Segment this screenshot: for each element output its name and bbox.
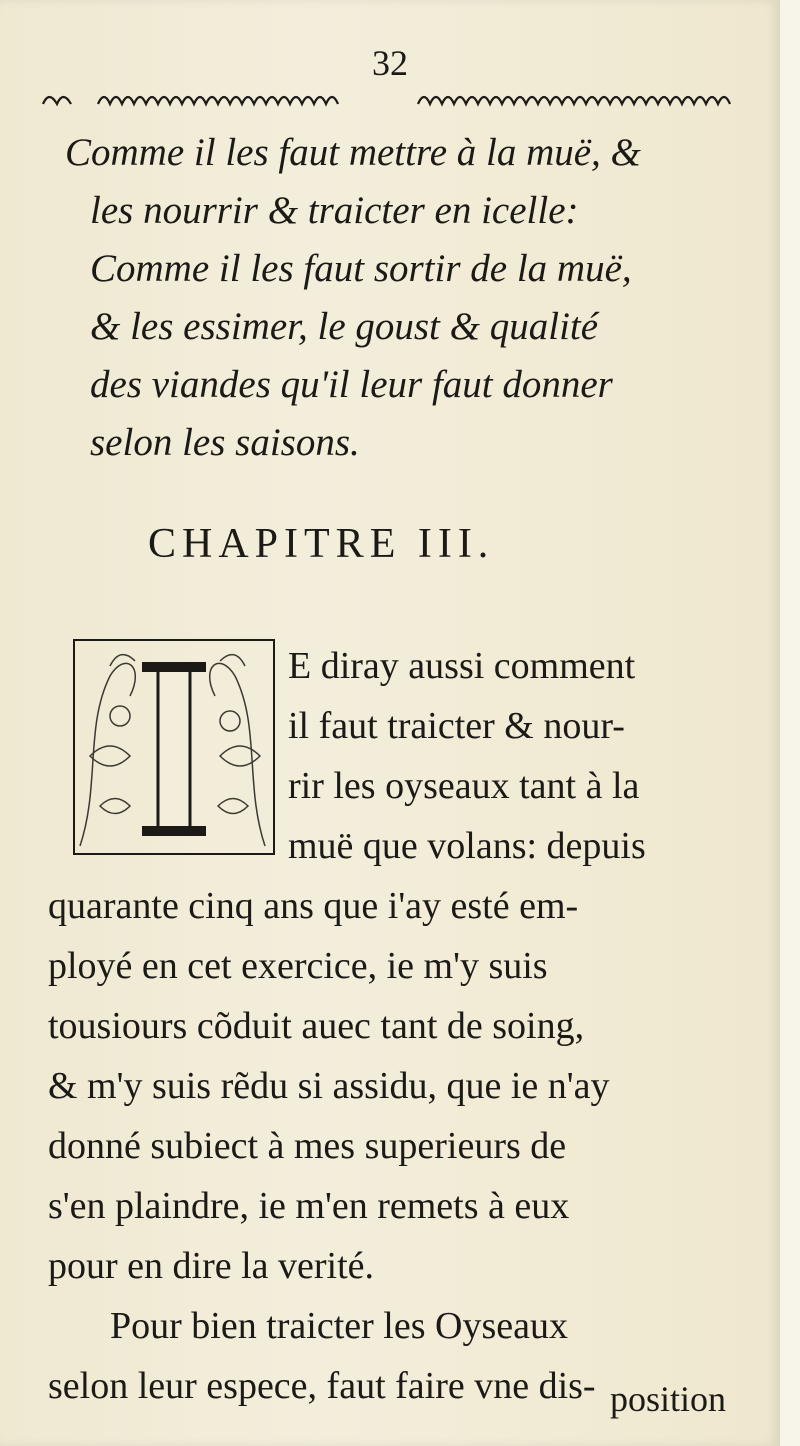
body-line: pour en dire la verité. xyxy=(48,1245,375,1287)
chapter-summary xyxy=(65,124,750,472)
body-line: rir les oyseaux tant à la xyxy=(288,765,640,807)
body-line: muë que volans: depuis xyxy=(288,825,646,867)
catchword: position xyxy=(610,1379,727,1419)
body-line: donné subiect à mes superieurs de xyxy=(48,1125,567,1167)
ornamental-headband xyxy=(38,82,738,112)
summary-line: Comme il les faut mettre à la muë, & xyxy=(65,131,641,174)
body-line: tousiours cõduit auec tant de soing, xyxy=(48,1005,585,1047)
summary-line: selon les saisons. xyxy=(90,421,360,464)
body-line: quarante cinq ans que i'ay esté em- xyxy=(48,885,579,927)
summary-line: les nourrir & traicter en icelle: xyxy=(90,189,579,232)
summary-line: Comme il les faut sortir de la muë, xyxy=(90,247,632,290)
page-edge xyxy=(780,0,800,1446)
body-line: Pour bien traicter les Oyseaux xyxy=(110,1305,568,1347)
body-line: & m'y suis rẽdu si assidu, que ie n'ay xyxy=(48,1065,610,1107)
summary-line: des viandes qu'il leur faut donner xyxy=(90,363,613,406)
body-line: selon leur espece, faut faire vne dis- xyxy=(48,1365,596,1407)
page-number: 32 xyxy=(372,43,408,83)
chapter-heading: CHAPITRE III. xyxy=(148,521,495,567)
summary-line: & les essimer, le goust & qualité xyxy=(90,305,599,348)
body-line: ployé en cet exercice, ie m'y suis xyxy=(48,945,548,987)
body-text xyxy=(48,636,758,1416)
body-line: E diray aussi comment xyxy=(288,645,636,687)
body-line: s'en plaindre, ie m'en remets à eux xyxy=(48,1185,570,1227)
body-line: il faut traicter & nour- xyxy=(288,705,625,747)
